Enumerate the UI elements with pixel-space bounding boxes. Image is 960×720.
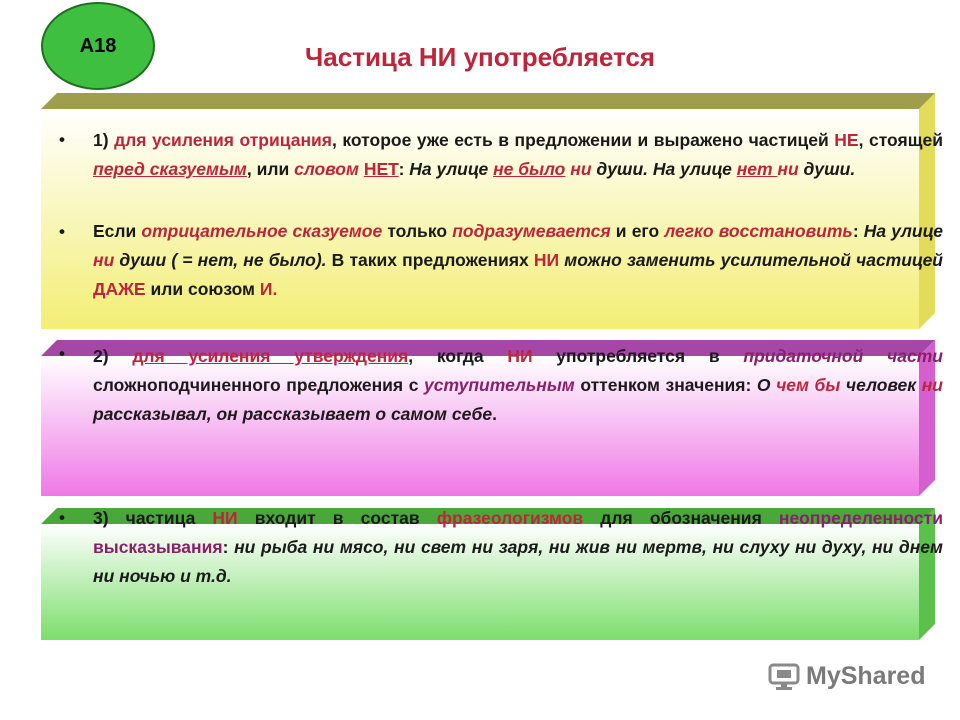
bullet: •: [59, 508, 65, 527]
bullet: •: [59, 222, 65, 241]
watermark-logo-icon: [768, 660, 800, 692]
slide-badge: [41, 2, 155, 90]
rule-2-paragraph: 2) для усиления утверждения, когда НИ употребляется в придаточной части сложноподчиненного предложения с уступительным оттенком значения: О чем бы человек ни рассказывал, он рассказывает о самом себе.: [93, 346, 943, 424]
page-title: Частица НИ употребляется: [305, 42, 655, 72]
rule-1-paragraph: 1) для усиления отрицания, которое уже есть в предложении и выражено частицей НЕ, стоящей перед сказуемым, или словом НЕТ: На улице не было ни души. На улице нет ни души.: [93, 130, 943, 179]
bullet: •: [59, 344, 65, 363]
bullet: •: [59, 130, 65, 149]
rule-box-3: [41, 508, 943, 640]
rule-1-note: Если отрицательное сказуемое только подразумевается и его легко восстановить: На улице ни души ( = нет, не было). В таких предложениях НИ можно заменить усилительной частицей ДАЖЕ или союзом И.: [93, 221, 943, 299]
badge-label: А18: [79, 34, 117, 57]
watermark: [768, 658, 925, 694]
rule-box-1: [41, 93, 943, 329]
watermark-text: MyShared: [806, 661, 926, 690]
rule-box-2: [41, 340, 943, 496]
rule-3-paragraph: 3) частица НИ входит в состав фразеологизмов для обозначения неопределенности высказывания: ни рыба ни мясо, ни свет ни заря, ни жив ни мертв, ни слуху ни духу, ни днем ни ночью и т.д.: [93, 508, 943, 586]
